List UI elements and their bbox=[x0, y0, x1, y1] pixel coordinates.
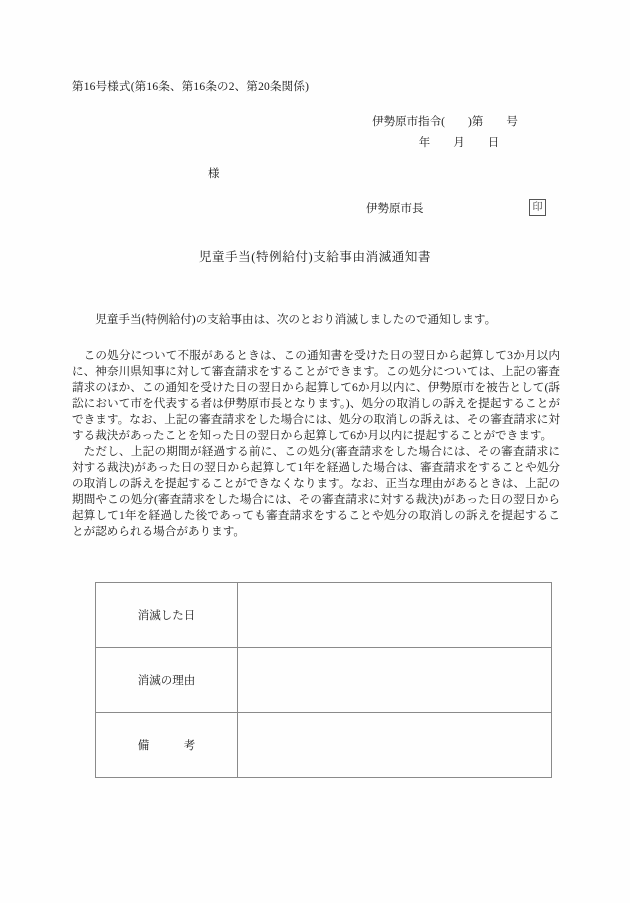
body-text-block bbox=[72, 312, 560, 540]
issuer-row bbox=[366, 199, 546, 216]
row-label-cell bbox=[96, 583, 238, 648]
row-label: 消滅した日 bbox=[137, 610, 196, 622]
table-row bbox=[96, 713, 552, 778]
table-row bbox=[96, 583, 552, 648]
lead-paragraph: 児童手当(特例給付)の支給事由は、次のとおり消滅しましたので通知します。 bbox=[95, 313, 497, 326]
page-title: 児童手当(特例給付)支給事由消滅通知書 bbox=[198, 250, 432, 264]
form-number-heading: 第16号様式(第16条、第16条の2、第20条関係) bbox=[72, 81, 310, 93]
appeal-paragraph-1: この処分について不服があるときは、この通知書を受けた日の翌日から起算して3か月以内に、神奈川県知事に対して審査請求をすることができます。この処分については、上記の審査請求のほか、この通知を受けた日の翌日から起算して6か月以内に、伊勢原市を被告として(訴訟において市を代表する者は伊勢原市長となります。)、処分の取消しの訴えを提起することができます。なお、上記の審査請求をした場合には、処分の取消しの訴えは、その審査請求に対する裁決があったことを知った日の翌日から起算して6か月以内に提起することができます。 bbox=[72, 349, 560, 442]
row-value-cell[interactable] bbox=[238, 648, 552, 713]
addressee-honorific: 様 bbox=[208, 168, 220, 180]
row-label-cell bbox=[96, 648, 238, 713]
document-number-line: 伊勢原市指令( )第 号 bbox=[372, 116, 518, 128]
table-row bbox=[96, 648, 552, 713]
issuer-name: 伊勢原市長 bbox=[366, 202, 424, 215]
row-label: 備 考 bbox=[137, 740, 196, 752]
appeal-paragraph-2: ただし、上記の期間が経過する前に、この処分(審査請求をした場合には、その審査請求に対する裁決)があった日の翌日から起算して1年を経過した場合は、審査請求をすることや処分の取消しの訴えを提起することができなくなります。なお、正当な理由があるときは、上記の期間やこの処分(審査請求をした場合には、その審査請求に対する裁決)があった日の翌日から起算して1年を経過した後であっても審査請求をすることや処分の取消しの訴えを提起することが認められる場合があります。 bbox=[72, 445, 560, 538]
row-label: 消滅の理由 bbox=[137, 675, 196, 687]
row-label-cell bbox=[96, 713, 238, 778]
row-value-cell[interactable] bbox=[238, 583, 552, 648]
row-value-cell[interactable] bbox=[238, 713, 552, 778]
document-number-block bbox=[330, 112, 560, 154]
document-date-line: 年 月 日 bbox=[418, 137, 500, 149]
seal-stamp-icon: 印 bbox=[529, 199, 546, 216]
disqualification-table bbox=[95, 582, 552, 778]
